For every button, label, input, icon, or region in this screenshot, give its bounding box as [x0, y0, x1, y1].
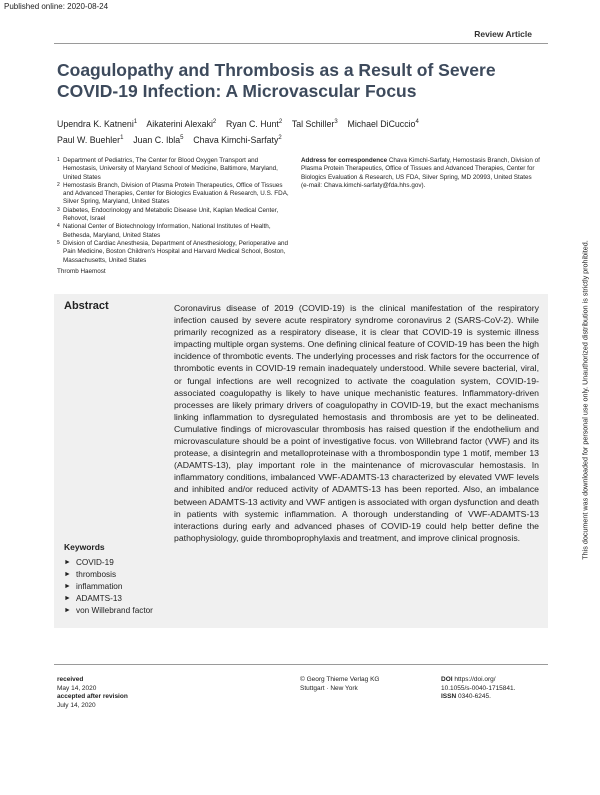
doi-link[interactable]: https://doi.org/: [454, 676, 496, 683]
download-notice-text: This document was downloaded for personal use only. Unauthorized distribution is strictly prohibited.: [580, 240, 590, 560]
author: Tal Schiller$^3$: [291, 118, 338, 129]
doi-issn-info: [441, 676, 561, 702]
affiliation-item: 1 Department of Pediatrics, The Center for Blood Oxygen Transport and Hemostasis, University of Maryland School of Medicine, Baltimore, Maryland, United States: [57, 157, 278, 181]
correspondence-block: [301, 157, 541, 190]
published-online-stamp: Published online: 2020-08-24: [4, 2, 109, 11]
abstract-text: Coronavirus disease of 2019 (COVID-19) is the clinical manifestation of the respiratory infection caused by severe acute respiratory syndrome coronavirus 2 (SARS-CoV-2). While primarily recognized as a respiratory disease, it is clear that COVID-19 is systemic illness impacting multiple organ systems. One defining clinical feature of COVID-19 has been the high incidence of thrombotic events. The underlying processes and risk factors for the occurrence of thrombotic events in COVID-19 remain inadequately understood. While severe bacterial, viral, or fungal infections are well recognized to activate the coagulation system, COVID-19-associated coagulopathy is likely to have unique mechanistic features. Inflammatory-driven processes are likely primary drivers of coagulopathy in COVID-19, but the exact mechanisms linking inflammation to dysregulated hemostasis and thrombosis are yet to be delineated. Cumulative findings of microvascular thrombosis has raised question if the endothelium and microvasculature should be a point of investigative focus. von Willebrand factor (VWF) and its protease, a disintegrin and metalloproteinase with a thrombospondin type 1 motif, member 13 (ADAMTS-13), play important role in the maintenance of microvascular hemostasis. In inflammatory conditions, imbalanced VWF-ADAMTS-13 characterized by elevated VWF levels and inhibited and/or reduced activity of ADAMTS-13 has been reported. Also, an imbalance between ADAMTS-13 activity and VWF antigen is associated with organ dysfunction and death in patients with systemic inflammation. A thorough understanding of VWF-ADAMTS-13 interactions during early and advanced phases of COVID-19 could help better define the pathophysiology, guide thromboprophylaxis and treatment, and improve clinical prognosis.: [174, 303, 539, 543]
received-dates: [57, 676, 237, 710]
affiliation-item: 3 Diabetes, Endocrinology and Metabolic Disease Unit, Kaplan Medical Center, Rehovot, Israel: [57, 206, 279, 223]
author: Upendra K. Katneni$^1$: [57, 118, 138, 129]
author: Chava Kimchi-Sarfaty$^2$: [193, 134, 282, 145]
issn-label: ISSN: [441, 693, 457, 701]
footer-rule: [54, 664, 548, 665]
download-notice: [580, 180, 590, 620]
article-title: Coagulopathy and Thrombosis as a Result of Severe COVID-19 Infection: A Microvascular Focus: [57, 60, 496, 101]
author: Juan C. Ibla$^5$: [133, 134, 184, 145]
accepted-label: accepted after revision: [57, 693, 128, 701]
article-type-label: Review Article: [474, 29, 532, 39]
correspondence-label: Address for correspondence: [301, 157, 388, 164]
keyword-item: ► inflammation: [64, 581, 174, 593]
accepted-date: July 14, 2020: [57, 701, 96, 709]
affiliation-item: 5 Division of Cardiac Anesthesia, Department of Anesthesiology, Perioperative and Pain Medicine, Boston Children's Hospital and Harvard Medical School, Boston, Massachusetts, United States: [57, 239, 288, 264]
correspondence-text: Chava Kimchi-Sarfaty, Hemostasis Branch, Division of Plasma Protein Therapeutics, Office of Tissues and Advanced Therapies, Center for Biologics Evaluation & Research, US FDA, Silver Spring, MD 20993, United States (e-mail: Chava.kimchi-sarfaty@fda.hhs.gov).: [301, 157, 540, 189]
bullet-arrow-icon: ►: [64, 571, 71, 579]
affiliation-item: 4 National Center of Biotechnology Information, National Institutes of Health, Bethesda, Maryland, United States: [57, 223, 271, 239]
journal-name: Thromb Haemost: [57, 268, 106, 275]
received-label: received: [57, 676, 84, 683]
keywords-heading: Keywords: [64, 542, 105, 552]
publisher-info: [300, 676, 430, 693]
doi-value[interactable]: 10.1055/s-0040-1715841.: [441, 684, 516, 692]
received-date: May 14, 2020: [57, 684, 97, 692]
keywords-list: [64, 557, 174, 617]
abstract-heading: Abstract: [64, 300, 109, 312]
bullet-arrow-icon: ►: [64, 559, 71, 566]
bullet-arrow-icon: ►: [64, 595, 71, 603]
keyword-item: ► ADAMTS-13: [64, 593, 174, 605]
header-rule: [54, 43, 548, 44]
affiliations-list: [57, 157, 292, 265]
author: Michael DiCuccio$^4$: [347, 118, 419, 129]
author-list: [57, 115, 527, 147]
issn-value: 0340-6245.: [457, 693, 491, 701]
publisher-copyright: © Georg Thieme Verlag KG: [300, 676, 380, 683]
publisher-location: Stuttgart · New York: [300, 684, 358, 692]
bullet-arrow-icon: ►: [64, 583, 71, 591]
author: Paul W. Buehler$^1$: [57, 134, 124, 145]
keyword-item: ► von Willebrand factor: [64, 605, 174, 617]
keyword-item: ► COVID-19: [64, 557, 174, 569]
keyword-item: ► thrombosis: [64, 569, 174, 581]
author: Aikaterini Alexaki$^2$: [146, 118, 217, 129]
author: Ryan C. Hunt$^2$: [226, 118, 283, 129]
doi-label: DOI: [441, 676, 453, 683]
affiliation-item: 2 Hemostasis Branch, Division of Plasma Protein Therapeutics, Office of Tissues and Advanced Therapies, Center for Biologics Evaluation & Research, U.S. FDA, Silver Spring, Maryland, United States: [57, 181, 289, 206]
bullet-arrow-icon: ►: [64, 607, 71, 615]
